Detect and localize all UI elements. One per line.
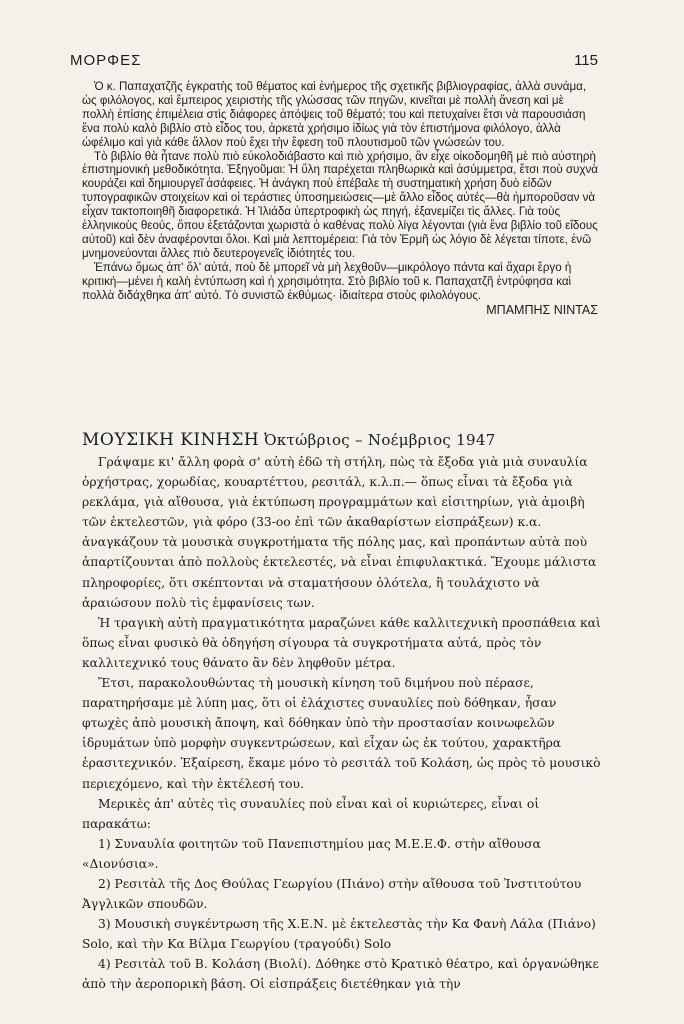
concert-list-item: 3) Μουσικὴ συγκέντρωση τῆς Χ.Ε.Ν. μὲ ἐκτελεστὰς τὴν Κα Φανὴ Λάλα (Πιάνο) Solo, καὶ τὴν Κα Βίλμα Γεωργίου (τραγούδι) Solo	[82, 917, 596, 952]
music-section-dateline: Ὀκτώβριος – Νοέμβριος 1947	[264, 431, 496, 449]
music-paragraph: Μερικὲς ἀπ' αὐτὲς τὶς συναυλίες ποὺ εἶναι καὶ οἱ κυριώτερες, εἶναι οἱ παρακάτω:	[82, 796, 540, 831]
music-section-heading	[82, 430, 602, 450]
concert-list-item: 1) Συναυλία φοιτητῶν τοῦ Πανεπιστημίου μας Μ.Ε.Ε.Φ. στὴν αἴθουσα «Διονύσια».	[82, 836, 541, 871]
running-head: ΜΟΡΦΕΣ	[70, 52, 142, 69]
music-section	[82, 452, 602, 995]
page-number: 115	[574, 52, 598, 69]
review-paragraph: Ἐπάνω ὅμως ἀπ' ὅλ' αὐτά, ποὺ δὲ μπορεῖ νὰ μὴ λεχθοῦν—μικρόλογο πάντα καὶ ἄχαρι ἔργο ἡ κριτική—μένει ἡ καλὴ ἐντύπωση καὶ ἡ χρησιμότητα. Στὸ βιβλίο τοῦ κ. Παπαχατζῆ ἐντρύφησα καὶ πολλὰ διδάχθηκα ἀπ' αὐτό. Τὸ συνιστῶ ἐκθύμως· ἰδιαίτερα στοὺς φιλολόγους.	[82, 260, 572, 302]
concert-list	[82, 834, 602, 995]
review-paragraph: Τὸ βιβλίο θὰ ἦτανε πολὺ πιὸ εὐκολοδιάβαστο καὶ πιὸ χρήσιμο, ἂν εἶχε οἰκοδομηθῆ μὲ πιὸ αὐστηρὴ ἐπιστημονικὴ μεθοδικότητα. Ἐξηγοῦμαι: Ἡ ὕλη παρέχεται πληθωρικὰ καὶ ἀσύμμετρα, ἔτσι ποὺ συχνὰ κουράζει καὶ δημιουργεῖ ἀσάφειες. Ἡ ἀνάγκη ποὺ ἐπέβαλε τὴ συστηματικὴ χρήση δυὸ εἰδῶν τυπογραφικῶν στοιχείων καὶ οἱ τεράστιες ὑποσημειώσεις—μὲ ἄλλο εἶδος αὐτές—θὰ ἠμποροῦσαν νὰ εἶχαν τακτοποιηθῆ διαφορετικά. Ἡ Ἰλιάδα ὑπερτροφικὴ ὡς πηγή, ἐξανεμίζει τὶς ἄλλες. Γιὰ τοὺς ἑλληνικοὺς θεούς, ὅπου ἐξετάζονται χωριστὰ ὁ καθένας πολὺ λίγα λέγονται (γιὰ ἕνα βιβλίο τοῦ εἴδους αὐτοῦ) καὶ δὲν ἀναφέρονται ὅλοι. Καὶ μιὰ λεπτομέρεια: Γιὰ τὸν Ἑρμῆ ὡς λόγιο δὲ λέγεται τίποτε, ἐνῶ μνημονεύονται ἄλλες πιὸ δευτερογενεῖς ἰδιότητές του.	[82, 149, 598, 260]
concert-list-item: 4) Ρεσιτὰλ τοῦ Β. Κολάση (Βιολί). Δόθηκε στὸ Κρατικὸ θέατρο, καὶ ὀργανώθηκε ἀπὸ τὴν ἀεροπορικὴ βάση. Οἱ εἰσπράξεις διετέθηκαν γιὰ τὴν	[82, 957, 599, 992]
music-paragraph: Γράψαμε κι' ἄλλη φορὰ σ' αὐτὴ ἐδῶ τὴ στήλη, πὼς τὰ ἔξοδα γιὰ μιὰ συναυλία ὀρχήστρας, χορωδίας, κουαρτέττου, ρεσιτάλ, κ.λ.π.— ὅπως εἶναι τὰ ἔξοδα γιὰ ρεκλάμα, γιὰ αἴθουσα, γιὰ ἐκτύπωση προγραμμάτων καὶ εἰσιτηρίων, γιὰ ἀμοιβὴ τῶν ἐκτελεστῶν, γιὰ φόρο (33-οο ἐπὶ τῶν ἀκαθαρίστων εἰσπράξεων) κ.α. ἀναγκάζουν τὰ μουσικὰ συγκροτήματα τῆς πόλης μας, καὶ προπάντων αὐτὰ ποὺ ἀπαρτίζουνται ἀπὸ πολλοὺς ἐκτελεστές, νὰ εἶναι ἐπιφυλακτικά. Ἔχουμε μάλιστα πληροφορίες, ὅτι σκέπτονται νὰ σταματήσουν ὁλότελα, ἢ τουλάχιστο νὰ ἀραιώσουν πολὺ τὶς ἐμφανίσεις των.	[82, 455, 597, 610]
music-paragraph: Ἔτσι, παρακολουθώντας τὴ μουσικὴ κίνηση τοῦ διμήνου ποὺ πέρασε, παρατηρήσαμε μὲ λύπη μας, ὅτι οἱ ἐλάχιστες συναυλίες ποὺ δόθηκαν, ἦσαν φτωχὲς ἀπὸ μουσικὴ ἄποψη, καὶ δόθηκαν ὑπὸ τὴν προστασίαν κοινωφελῶν ἱδρυμάτων ὑπὸ μορφὴν συγκεντρώσεων, καὶ εἶχαν ὡς ἐκ τούτου, χαρακτῆρα ἐρασιτεχνικόν. Ἐξαίρεση, ἔκαμε μόνο τὸ ρεσιτάλ τοῦ Κολάση, ὡς πρὸς τὸ μουσικὸ περιεχόμενο, καὶ τὴν ἐκτέλεσή του.	[82, 676, 601, 791]
book-review-section	[82, 80, 598, 317]
review-paragraph: Ὁ κ. Παπαχατζῆς ἐγκρατὴς τοῦ θέματος καὶ ἐνήμερος τῆς σχετικῆς βιβλιογραφίας, ἀλλὰ συνάμα, ὡς φιλόλογος, καὶ ἔμπειρος χειριστὴς τῆς γλώσσας τῶν πηγῶν, κινεῖται μὲ πολλὴ ἄνεση καὶ μὲ πολλὴ ἐπίσης ἐπιμέλεια στὶς διάφορες ἀπόψεις τοῦ θέματό; του καὶ πετυχαίνει ἔτσι νὰ παρουσιάση ἕνα πολὺ καλὸ βιβλίο στὸ εἶδος του, ἀρκετὰ χρήσιμο ἰδίως γιὰ τὸν ἐπιστήμονα φιλόλογο, ἀλλὰ ὠφέλιμο καὶ γιὰ κάθε ἄλλον ποὺ ἔχει τὴν ἔφεση τοῦ πλουτισμοῦ τῶν γνώσεών του.	[82, 80, 587, 149]
music-section-title: ΜΟΥΣΙΚΗ ΚΙΝΗΣΗ	[82, 430, 260, 450]
concert-list-item: 2) Ρεσιτὰλ τῆς Δος Θούλας Γεωργίου (Πιάνο) στὴν αἴθουσα τοῦ Ἰνστιτούτου Ἀγγλικῶν σπουδῶν.	[82, 876, 582, 912]
review-signature: ΜΠΑΜΠΗΣ ΝΙΝΤΑΣ	[486, 302, 598, 317]
music-paragraph: Ἡ τραγικὴ αὐτὴ πραγματικότητα μαραζώνει κάθε καλλιτεχνικὴ προσπάθεια καὶ ὅπως εἶναι φυσικὸ θὰ ὁδηγήση σίγουρα τὰ συγκροτήματα αὐτά, πρὸς τὸν καλλιτεχνικό τους θάνατο ἂν δὲν ληφθοῦν μέτρα.	[82, 615, 601, 670]
